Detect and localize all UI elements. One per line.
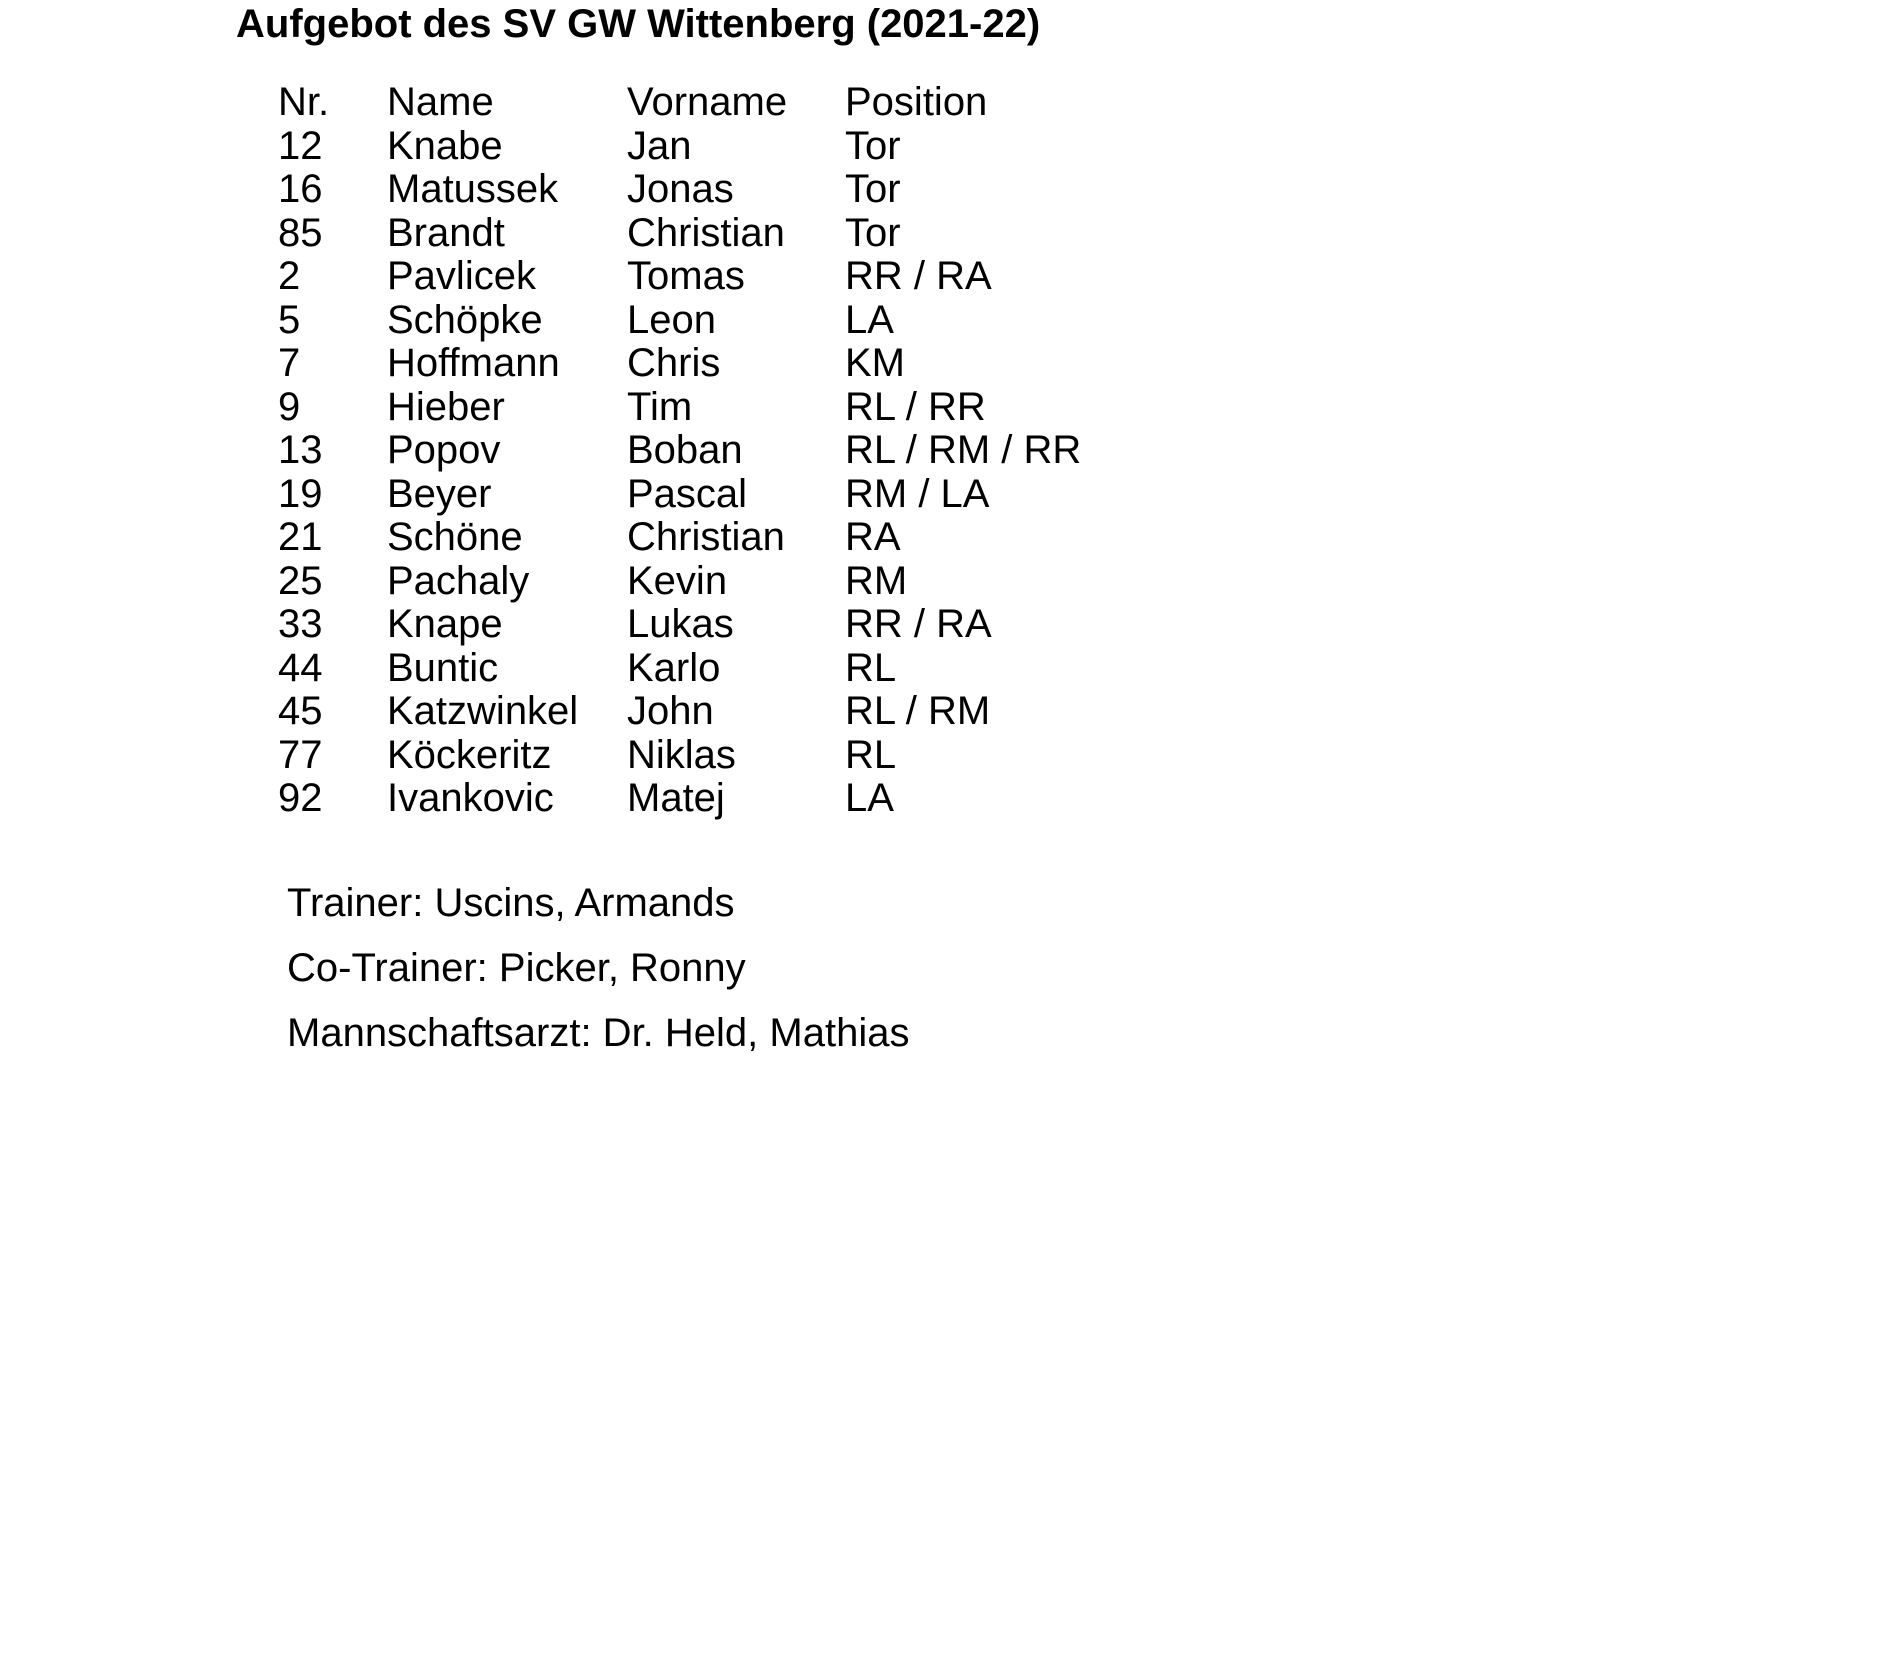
cell-position: RR / RA bbox=[845, 602, 992, 646]
cell-nr: 16 bbox=[278, 167, 323, 211]
cell-position: Tor bbox=[845, 210, 901, 255]
cell-name: Katzwinkel bbox=[387, 689, 579, 733]
cell-position: Tor bbox=[845, 123, 901, 168]
header-position: Position bbox=[845, 80, 988, 124]
cell-name: Ivankovic bbox=[387, 776, 554, 820]
staff-trainer: Trainer: Uscins, Armands bbox=[287, 881, 735, 925]
table-row bbox=[278, 647, 1145, 691]
header-name: Name bbox=[387, 80, 494, 124]
cell-nr: 45 bbox=[278, 689, 323, 733]
cell-position: RL / RM / RR bbox=[845, 428, 1082, 472]
table-row bbox=[278, 168, 1145, 212]
cell-name: Knabe bbox=[387, 123, 503, 168]
cell-position: RR / RA bbox=[845, 254, 992, 298]
cell-name: Brandt bbox=[387, 210, 505, 255]
cell-name: Schöpke bbox=[387, 297, 543, 342]
table-row bbox=[278, 473, 1145, 517]
cell-position: RL bbox=[845, 645, 897, 690]
cell-name: Beyer bbox=[387, 471, 492, 516]
cell-name: Schöne bbox=[387, 515, 523, 559]
cell-vorname: Niklas bbox=[627, 732, 736, 777]
cell-position: Tor bbox=[845, 167, 901, 211]
cell-nr: 5 bbox=[278, 297, 301, 342]
staff-team-doctor: Mannschaftsarzt: Dr. Held, Mathias bbox=[287, 1011, 910, 1055]
cell-name: Hoffmann bbox=[387, 341, 560, 385]
cell-nr: 33 bbox=[278, 602, 323, 646]
cell-position: RM bbox=[845, 558, 908, 603]
cell-nr: 13 bbox=[278, 428, 323, 472]
header-vorname: Vorname bbox=[627, 80, 788, 124]
cell-vorname: Kevin bbox=[627, 558, 728, 603]
table-row bbox=[278, 690, 1145, 734]
cell-vorname: John bbox=[627, 689, 714, 733]
table-row bbox=[278, 212, 1145, 256]
table-row bbox=[278, 255, 1145, 299]
cell-nr: 25 bbox=[278, 558, 323, 603]
page-title: Aufgebot des SV GW Wittenberg (2021-22) bbox=[236, 2, 1041, 46]
cell-nr: 85 bbox=[278, 210, 323, 255]
cell-position: RA bbox=[845, 515, 901, 559]
cell-vorname: Pascal bbox=[627, 471, 748, 516]
cell-name: Popov bbox=[387, 428, 501, 472]
table-row bbox=[278, 386, 1145, 430]
cell-name: Hieber bbox=[387, 384, 505, 429]
cell-position: RL bbox=[845, 732, 897, 777]
table-row bbox=[278, 560, 1145, 604]
cell-name: Matussek bbox=[387, 167, 559, 211]
cell-position: LA bbox=[845, 297, 894, 342]
cell-nr: 9 bbox=[278, 384, 301, 429]
cell-nr: 21 bbox=[278, 515, 323, 559]
cell-vorname: Matej bbox=[627, 776, 725, 820]
cell-vorname: Tomas bbox=[627, 254, 745, 298]
cell-vorname: Leon bbox=[627, 297, 716, 342]
staff-co-trainer: Co-Trainer: Picker, Ronny bbox=[287, 946, 746, 990]
cell-nr: 2 bbox=[278, 254, 301, 298]
table-row bbox=[278, 777, 1145, 821]
cell-vorname: Boban bbox=[627, 428, 743, 472]
cell-name: Buntic bbox=[387, 645, 499, 690]
cell-nr: 12 bbox=[278, 123, 323, 168]
cell-name: Pavlicek bbox=[387, 254, 536, 298]
cell-nr: 7 bbox=[278, 341, 301, 385]
cell-name: Köckeritz bbox=[387, 732, 552, 777]
cell-nr: 19 bbox=[278, 471, 323, 516]
table-row bbox=[278, 734, 1145, 778]
cell-position: LA bbox=[845, 776, 894, 820]
table-row bbox=[278, 342, 1145, 386]
cell-nr: 44 bbox=[278, 645, 323, 690]
table-row bbox=[278, 125, 1145, 169]
roster-body bbox=[278, 125, 1145, 821]
cell-position: RL / RM bbox=[845, 689, 991, 733]
table-row bbox=[278, 429, 1145, 473]
cell-vorname: Chris bbox=[627, 341, 721, 385]
cell-name: Knape bbox=[387, 602, 503, 646]
cell-position: RL / RR bbox=[845, 384, 986, 429]
table-header-row bbox=[278, 81, 1145, 125]
staff-list bbox=[287, 879, 909, 1074]
cell-vorname: Karlo bbox=[627, 645, 721, 690]
cell-vorname: Christian bbox=[627, 515, 785, 559]
header-nr: Nr. bbox=[278, 80, 330, 124]
cell-vorname: Jonas bbox=[627, 167, 734, 211]
cell-vorname: Christian bbox=[627, 210, 785, 255]
cell-nr: 77 bbox=[278, 732, 323, 777]
table-row bbox=[278, 516, 1145, 560]
roster-table bbox=[278, 81, 1145, 821]
cell-vorname: Lukas bbox=[627, 602, 734, 646]
cell-vorname: Tim bbox=[627, 384, 693, 429]
cell-position: KM bbox=[845, 341, 905, 385]
table-row bbox=[278, 603, 1145, 647]
cell-position: RM / LA bbox=[845, 471, 990, 516]
cell-name: Pachaly bbox=[387, 558, 530, 603]
cell-vorname: Jan bbox=[627, 123, 692, 168]
cell-nr: 92 bbox=[278, 776, 323, 820]
table-row bbox=[278, 299, 1145, 343]
